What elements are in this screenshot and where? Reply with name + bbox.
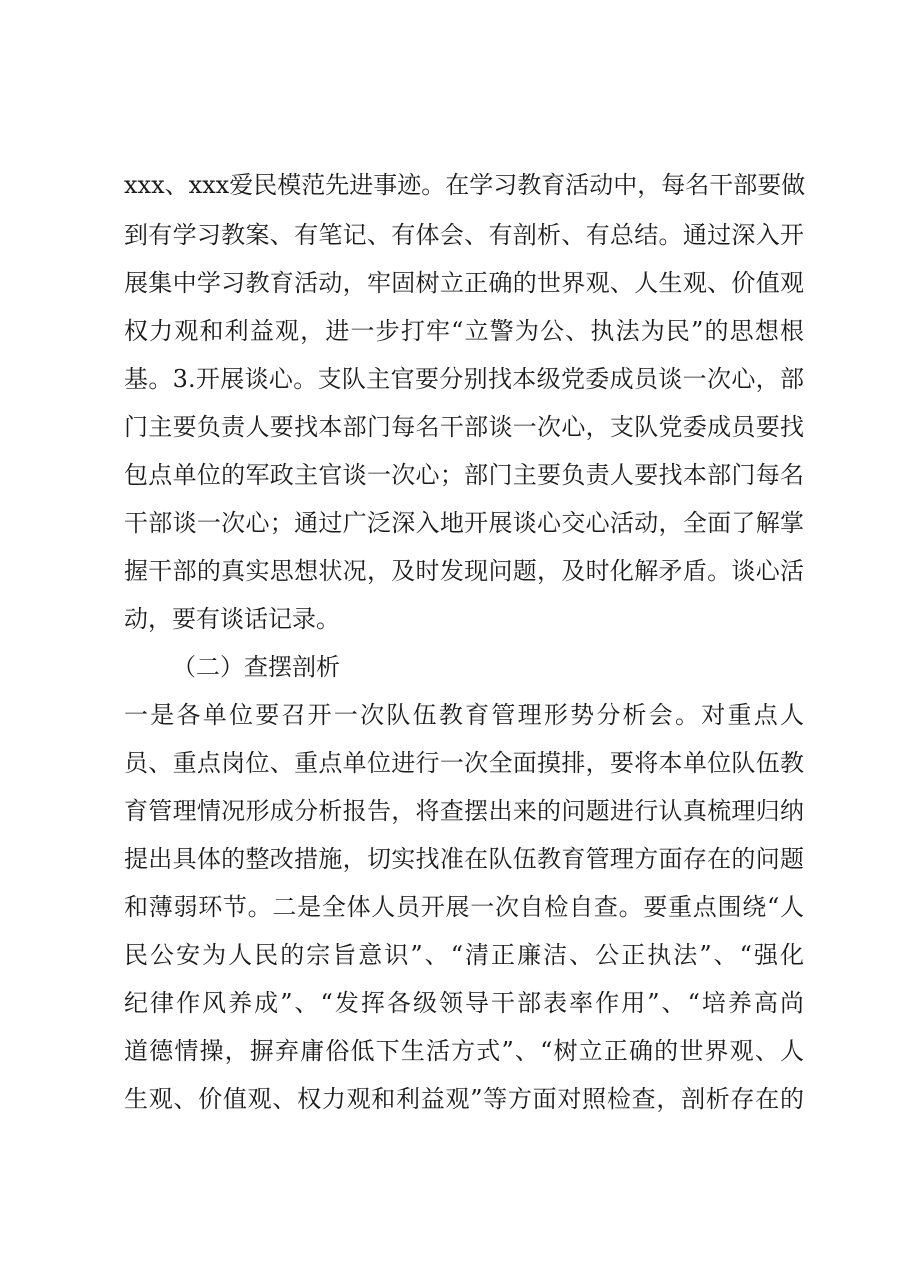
- paragraph-line: 育管理情况形成分析报告，将查摆出来的问题进行认真梳理归纳: [124, 797, 804, 825]
- paragraph-line: 权力观和利益观，进一步打牢“立警为公、执法为民”的思想根: [124, 317, 804, 345]
- paragraph-line: 门主要负责人要找本部门每名干部谈一次心，支队党委成员要找: [124, 413, 804, 441]
- paragraph-line: 提出具体的整改措施，切实找准在队伍教育管理方面存在的问题: [124, 845, 804, 873]
- paragraph-line: 包点单位的军政主官谈一次心；部门主要负责人要找本部门每名: [124, 461, 804, 489]
- paragraph-line: 动，要有谈话记录。: [124, 605, 340, 633]
- paragraph-line: 握干部的真实思想状况，及时发现问题，及时化解矛盾。谈心活: [124, 557, 804, 585]
- paragraph-line: 纪律作风养成”、“发挥各级领导干部表率作用”、“培养高尚: [124, 989, 804, 1017]
- paragraph-line: 道德情操，摒弃庸俗低下生活方式”、“树立正确的世界观、人: [124, 1037, 804, 1065]
- paragraph-line: 基。3.开展谈心。支队主官要分别找本级党委成员谈一次心，部: [124, 365, 804, 393]
- paragraph-line: 展集中学习教育活动，牢固树立正确的世界观、人生观、价值观: [124, 269, 804, 297]
- paragraph-line: 民公安为人民的宗旨意识”、“清正廉洁、公正执法”、“强化: [124, 941, 804, 969]
- paragraph-line: 生观、价值观、权力观和利益观”等方面对照检查，剖析存在的: [124, 1085, 804, 1113]
- paragraph-line: 和薄弱环节。二是全体人员开展一次自检自查。要重点围绕“人: [124, 893, 804, 921]
- paragraph-line: 员、重点岗位、重点单位进行一次全面摸排，要将本单位队伍教: [124, 749, 804, 777]
- paragraph-line: 一是各单位要召开一次队伍教育管理形势分析会。对重点人: [124, 701, 804, 729]
- paragraph-line: 干部谈一次心；通过广泛深入地开展谈心交心活动，全面了解掌: [124, 509, 804, 537]
- section-heading: （二）查摆剖析: [172, 653, 340, 681]
- paragraph-line: 到有学习教案、有笔记、有体会、有剖析、有总结。通过深入开: [124, 221, 804, 249]
- paragraph-line: xxx、xxx爱民模范先进事迹。在学习教育活动中，每名干部要做: [124, 171, 806, 199]
